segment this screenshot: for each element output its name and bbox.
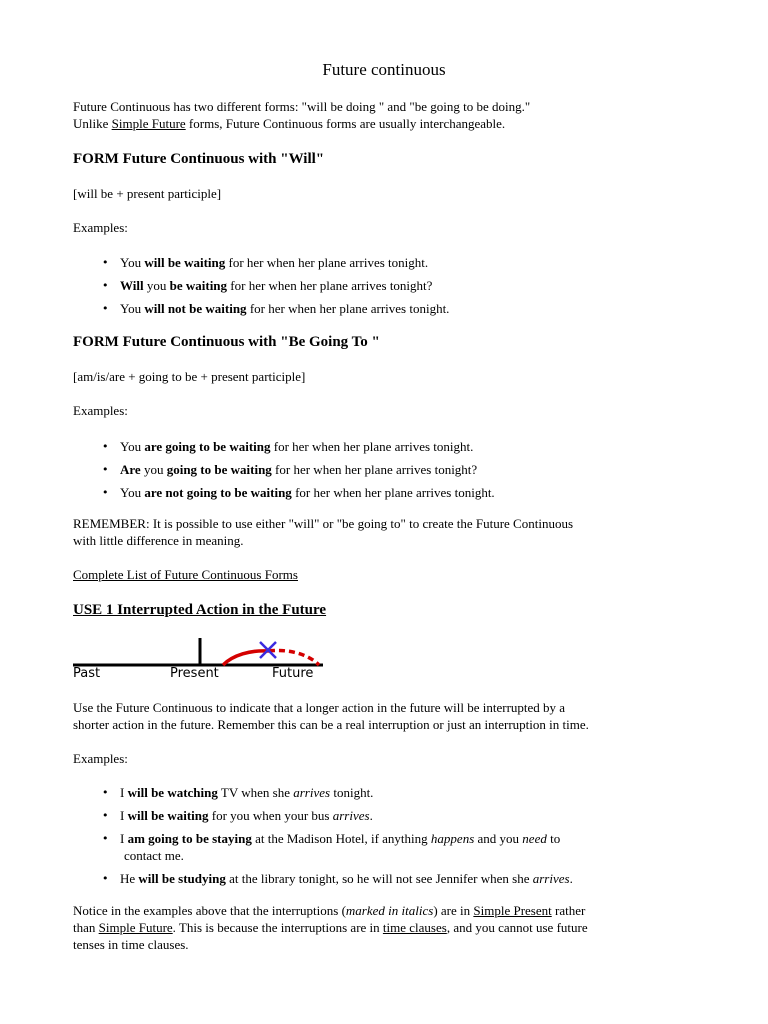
examples-label: Examples: — [73, 220, 128, 235]
form-going-formula: [am/is/are + going to be + present participle] — [73, 369, 306, 384]
intro-line-1: Future Continuous has two different forms: "will be doing " and "be going to be doing." — [73, 99, 531, 114]
intro-text: Unlike — [73, 116, 112, 131]
list-item: • I will be waiting for you when your bus arrives. — [73, 807, 713, 830]
page-title: Future continuous — [322, 60, 446, 79]
list-item: • Will you be waiting for her when her plane arrives tonight? — [73, 277, 713, 300]
list-item: • You are not going to be waiting for her when her plane arrives tonight. — [73, 484, 713, 507]
continuous-action-dashed-arc — [269, 650, 319, 665]
simple-present-link[interactable]: Simple Present — [473, 903, 552, 918]
form-going-examples — [73, 438, 713, 507]
examples-label: Examples: — [73, 751, 128, 766]
form-will-heading: FORM Future Continuous with "Will" — [73, 151, 325, 167]
notice-line-3: tenses in time clauses. — [73, 937, 189, 952]
use1-heading: USE 1 Interrupted Action in the Future — [73, 602, 327, 618]
timeline-label-past: Past — [73, 666, 101, 681]
remember-line-2: with little difference in meaning. — [73, 533, 244, 548]
remember-line-1: REMEMBER: It is possible to use either "will" or "be going to" to create the Future Continuous — [73, 516, 574, 531]
complete-list-link[interactable]: Complete List of Future Continuous Forms — [73, 567, 298, 582]
form-going-heading: FORM Future Continuous with "Be Going To " — [73, 334, 380, 350]
intro-line-2 — [73, 115, 713, 132]
list-item: • I will be watching TV when she arrives tonight. — [73, 784, 713, 807]
list-item: • You will be waiting for her when her plane arrives tonight. — [73, 254, 713, 277]
notice-line-1: Notice in the examples above that the interruptions (marked in italics) are in Simple Present rather — [73, 903, 586, 918]
list-item: • I am going to be staying at the Madison Hotel, if anything happens and you need to contact me. — [73, 830, 713, 870]
list-item: • You will not be waiting for her when her plane arrives tonight. — [73, 300, 713, 323]
timeline-diagram — [73, 630, 333, 685]
notice-line-2: than Simple Future. This is because the interruptions are in time clauses, and you cannot use future — [73, 920, 588, 935]
list-item: • Are you going to be waiting for her when her plane arrives tonight? — [73, 461, 713, 484]
time-clauses-link[interactable]: time clauses — [382, 920, 447, 935]
simple-future-link-2[interactable]: Simple Future — [98, 920, 173, 935]
use1-desc-line-2: shorter action in the future. Remember this can be a real interruption or just an interruption in time. — [73, 717, 589, 732]
continuous-action-arc — [223, 651, 269, 665]
list-item: • You are going to be waiting for her when her plane arrives tonight. — [73, 438, 713, 461]
simple-future-link[interactable]: Simple Future — [111, 116, 186, 131]
examples-label: Examples: — [73, 403, 128, 418]
timeline-graphic — [73, 630, 333, 670]
timeline-label-present: Present — [170, 666, 219, 681]
form-will-formula: [will be + present participle] — [73, 186, 222, 201]
form-will-examples — [73, 254, 713, 323]
list-item: • He will be studying at the library tonight, so he will not see Jennifer when she arrives. — [73, 870, 713, 893]
use1-desc-line-1: Use the Future Continuous to indicate that a longer action in the future will be interrupted by a — [73, 700, 566, 715]
timeline-label-future: Future — [272, 666, 314, 681]
use1-examples — [73, 784, 713, 893]
intro-text: forms, Future Continuous forms are usually interchangeable. — [185, 116, 506, 131]
